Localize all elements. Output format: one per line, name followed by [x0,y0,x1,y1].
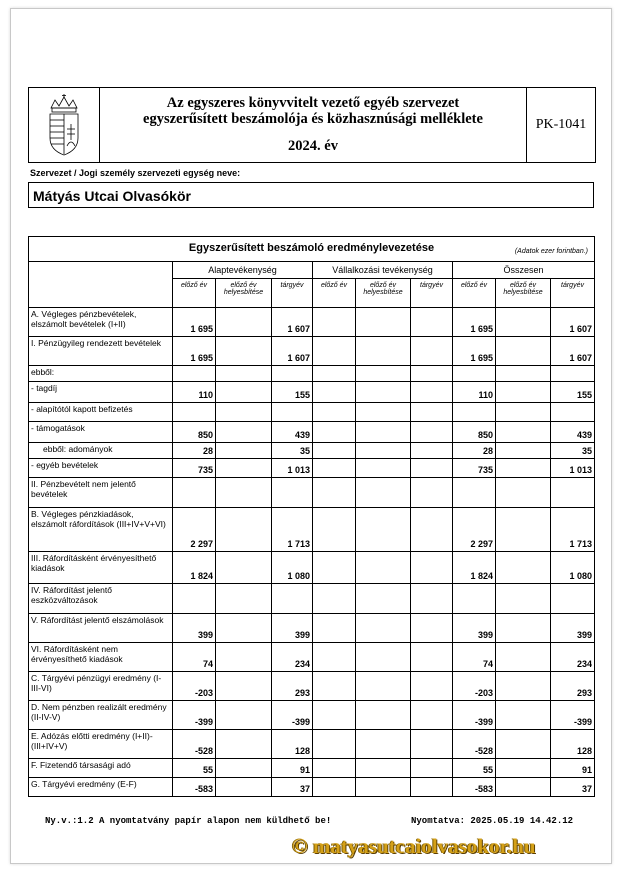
value-cell: 1 607 [551,337,595,366]
value-cell [313,403,356,422]
form-code: PK-1041 [535,117,587,132]
value-cell [216,403,272,422]
row-label: III. Ráfordításként érvényesíthető kiadások [29,552,173,584]
value-cell [496,443,551,459]
value-cell [496,308,551,337]
row-label: A. Végleges pénzbevételek, elszámolt bevételek (I+II) [29,308,173,337]
value-cell: 1 080 [551,552,595,584]
organization-name-field [28,182,594,208]
value-cell [272,403,313,422]
value-cell: 234 [551,643,595,672]
value-cell: 1 695 [173,337,216,366]
value-cell: 735 [453,459,496,478]
unit-note: (Adatok ezer forintban.) [514,248,588,255]
value-cell [411,759,453,778]
value-cell [411,337,453,366]
value-cell: 74 [453,643,496,672]
value-cell [411,508,453,552]
value-cell: 2 297 [453,508,496,552]
value-cell: 91 [551,759,595,778]
value-cell [496,701,551,730]
table-row [29,643,595,672]
value-cell [496,730,551,759]
value-cell [216,552,272,584]
table-row [29,584,595,614]
value-cell [216,643,272,672]
group-header-basic: Alaptevékenység [173,262,313,279]
value-cell: 28 [173,443,216,459]
footer-print-date: Nyomtatva: 2025.05.19 14.42.12 [411,816,574,826]
value-cell [216,672,272,701]
value-cell [453,478,496,508]
form-header [28,87,596,163]
value-cell: 1 824 [173,552,216,584]
watermark: © matyasutcaiolvasokor.hu [292,834,536,858]
value-cell [496,508,551,552]
hungarian-coat-of-arms-icon [47,94,81,156]
table-row [29,443,595,459]
value-cell [356,382,411,403]
row-label: G. Tárgyévi eredmény (E-F) [29,778,173,797]
table-body [29,308,595,797]
value-cell [356,478,411,508]
table-row [29,552,595,584]
value-cell: 399 [173,614,216,643]
crest-cell [29,88,100,162]
value-cell [216,614,272,643]
value-cell [453,403,496,422]
value-cell [313,778,356,797]
value-cell [496,643,551,672]
row-label: E. Adózás előtti eredmény (I+II)-(III+IV+V) [29,730,173,759]
value-cell [496,337,551,366]
value-cell [411,730,453,759]
value-cell: 74 [173,643,216,672]
table-row [29,508,595,552]
value-cell: 850 [453,422,496,443]
value-cell [216,730,272,759]
value-cell [216,759,272,778]
table-row [29,366,595,382]
value-cell [356,614,411,643]
value-cell: 293 [272,672,313,701]
subheader-cell: tárgyév [272,279,313,308]
value-cell [411,403,453,422]
value-cell: 1 080 [272,552,313,584]
value-cell [216,778,272,797]
value-cell: 1 695 [453,308,496,337]
subheader-cell: tárgyév [551,279,595,308]
row-label: V. Ráfordítást jelentő elszámolások [29,614,173,643]
table-row [29,382,595,403]
value-cell [496,584,551,614]
value-cell [496,778,551,797]
row-label: ebből: adományok [29,443,173,459]
value-cell [551,478,595,508]
value-cell [411,552,453,584]
value-cell [216,366,272,382]
subheader-cell: előző év [313,279,356,308]
value-cell: 91 [272,759,313,778]
value-cell [313,308,356,337]
table-row [29,672,595,701]
value-cell: 1 824 [453,552,496,584]
table-row [29,701,595,730]
subheader-cell: előző év helyesbítése [356,279,411,308]
value-cell: -528 [453,730,496,759]
value-cell: -583 [173,778,216,797]
label-header-cell [29,262,173,308]
table-row [29,759,595,778]
value-cell [496,403,551,422]
value-cell: 55 [173,759,216,778]
value-cell: 735 [173,459,216,478]
value-cell [411,443,453,459]
row-label: B. Végleges pénzkiadások, elszámolt ráfordítások (III+IV+V+VI) [29,508,173,552]
value-cell [356,366,411,382]
subheader-cell: előző év [173,279,216,308]
value-cell: 35 [551,443,595,459]
row-label: C. Tárgyévi pénzügyi eredmény (I-III-VI) [29,672,173,701]
group-header-business: Vállalkozási tevékenység [313,262,453,279]
row-label: - tagdíj [29,382,173,403]
value-cell [216,478,272,508]
value-cell [272,584,313,614]
value-cell [313,643,356,672]
value-cell [313,366,356,382]
value-cell [216,701,272,730]
value-cell [356,508,411,552]
table-row [29,403,595,422]
value-cell: 28 [453,443,496,459]
table-row [29,337,595,366]
subheader-cell: előző év [453,279,496,308]
value-cell [216,584,272,614]
value-cell [216,443,272,459]
value-cell: 2 297 [173,508,216,552]
value-cell [411,459,453,478]
row-label: I. Pénzügyileg rendezett bevételek [29,337,173,366]
value-cell [173,584,216,614]
income-statement-table [28,236,595,797]
value-cell: 1 713 [272,508,313,552]
value-cell [356,422,411,443]
value-cell [411,672,453,701]
value-cell [551,584,595,614]
value-cell [356,672,411,701]
organization-label: Szervezet / Jogi személy szervezeti egység neve: [30,168,241,178]
value-cell: 1 713 [551,508,595,552]
value-cell: 399 [453,614,496,643]
value-cell [216,337,272,366]
value-cell: 1 695 [173,308,216,337]
value-cell [496,459,551,478]
table-row [29,778,595,797]
row-label: IV. Ráfordítást jelentő eszközváltozások [29,584,173,614]
value-cell [356,337,411,366]
table-row [29,614,595,643]
value-cell [411,643,453,672]
value-cell [356,552,411,584]
value-cell [411,382,453,403]
value-cell: 1 607 [551,308,595,337]
row-label: D. Nem pénzben realizált eredmény (II-IV-V) [29,701,173,730]
value-cell [453,584,496,614]
value-cell [313,730,356,759]
subheader-cell: előző év helyesbítése [496,279,551,308]
value-cell [356,308,411,337]
value-cell [411,366,453,382]
value-cell [356,701,411,730]
value-cell: 155 [551,382,595,403]
value-cell [356,443,411,459]
value-cell [356,730,411,759]
value-cell [313,422,356,443]
value-cell: 1 695 [453,337,496,366]
value-cell [313,443,356,459]
subheader-cell: tárgyév [411,279,453,308]
title-line-1: Az egyszeres könyvvitelt vezető egyéb szervezet [166,95,460,111]
table-row [29,459,595,478]
value-cell [313,552,356,584]
value-cell [356,459,411,478]
value-cell [313,508,356,552]
value-cell [496,366,551,382]
value-cell: -399 [272,701,313,730]
value-cell [272,366,313,382]
value-cell [411,308,453,337]
value-cell: -399 [173,701,216,730]
value-cell: 128 [551,730,595,759]
table-row [29,478,595,508]
value-cell [313,337,356,366]
value-cell [496,422,551,443]
value-cell [496,552,551,584]
value-cell: 110 [453,382,496,403]
value-cell [411,478,453,508]
row-label: ebből: [29,366,173,382]
value-cell [313,459,356,478]
value-cell: 37 [551,778,595,797]
row-label: - egyéb bevételek [29,459,173,478]
value-cell: -203 [453,672,496,701]
row-label: - támogatások [29,422,173,443]
value-cell: 35 [272,443,313,459]
value-cell [272,478,313,508]
value-cell: 399 [551,614,595,643]
value-cell [313,382,356,403]
value-cell: 37 [272,778,313,797]
value-cell [356,403,411,422]
value-cell [411,778,453,797]
value-cell [411,614,453,643]
value-cell [216,422,272,443]
value-cell [496,672,551,701]
value-cell [216,459,272,478]
value-cell: 1 607 [272,337,313,366]
value-cell [313,478,356,508]
value-cell: 439 [551,422,595,443]
value-cell [173,366,216,382]
value-cell [496,759,551,778]
title-line-2: egyszerűsített beszámolója és közhasznúsági melléklete [143,111,483,127]
value-cell [496,614,551,643]
row-label: II. Pénzbevételt nem jelentő bevételek [29,478,173,508]
value-cell: 234 [272,643,313,672]
value-cell: 110 [173,382,216,403]
value-cell: 155 [272,382,313,403]
value-cell [313,614,356,643]
value-cell [216,508,272,552]
value-cell: -583 [453,778,496,797]
value-cell [216,308,272,337]
value-cell [173,403,216,422]
value-cell [411,422,453,443]
footer-version-note: Ny.v.:1.2 A nyomtatvány papír alapon nem küldhető be! [45,816,332,826]
table-row [29,730,595,759]
table-title: Egyszerűsített beszámoló eredménylevezetése [188,242,435,254]
value-cell [356,643,411,672]
value-cell: -399 [551,701,595,730]
value-cell [313,701,356,730]
subheader-cell: előző év helyesbítése [216,279,272,308]
value-cell [356,759,411,778]
value-cell [496,382,551,403]
group-header-total: Összesen [453,262,595,279]
value-cell: -203 [173,672,216,701]
table-title-cell [29,237,595,262]
value-cell: 1 013 [272,459,313,478]
value-cell [551,366,595,382]
value-cell: 399 [272,614,313,643]
value-cell [216,382,272,403]
value-cell: -528 [173,730,216,759]
value-cell [356,584,411,614]
form-title [100,88,527,162]
value-cell: 55 [453,759,496,778]
value-cell: 1 607 [272,308,313,337]
value-cell: 1 013 [551,459,595,478]
value-cell [313,672,356,701]
value-cell: 128 [272,730,313,759]
value-cell: 439 [272,422,313,443]
table-row [29,308,595,337]
organization-name: Mátyás Utcai Olvasókör [33,188,191,204]
value-cell [313,584,356,614]
value-cell [356,778,411,797]
value-cell [411,584,453,614]
value-cell [411,701,453,730]
value-cell [313,759,356,778]
value-cell [173,478,216,508]
row-label: VI. Ráfordításként nem érvényesíthető kiadások [29,643,173,672]
row-label: - alapítótól kapott befizetés [29,403,173,422]
value-cell [551,403,595,422]
value-cell: -399 [453,701,496,730]
value-cell [496,478,551,508]
value-cell [453,366,496,382]
report-year: 2024. év [288,138,338,154]
table-row [29,422,595,443]
value-cell: 293 [551,672,595,701]
row-label: F. Fizetendő társasági adó [29,759,173,778]
value-cell: 850 [173,422,216,443]
